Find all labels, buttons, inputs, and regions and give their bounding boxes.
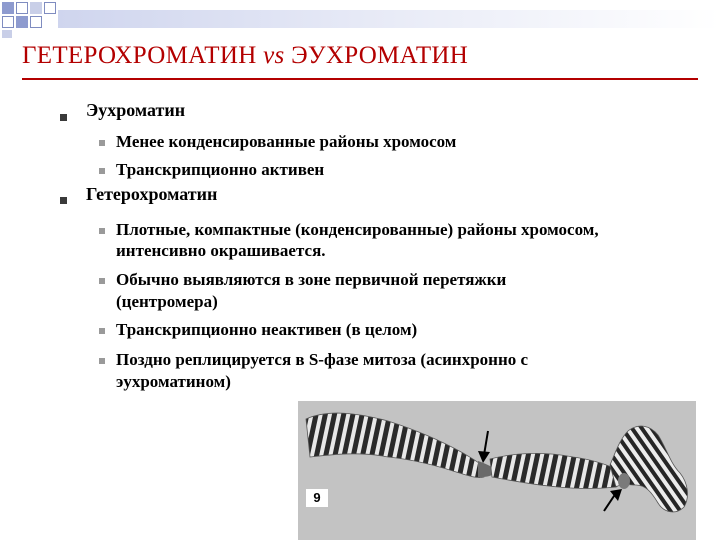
bullet-square-icon <box>99 168 105 174</box>
section-heading-euchromatin: Эухроматин <box>86 100 186 120</box>
section-heading-heterochromatin: Гетерохроматин <box>86 184 218 204</box>
bullet-square-icon <box>60 197 67 204</box>
deco-square <box>44 2 56 14</box>
chromosome-micrograph <box>298 401 696 540</box>
deco-square <box>16 2 28 14</box>
list-item: Менее конденсированные районы хромосом <box>116 132 457 151</box>
bullet-square-icon <box>99 328 105 334</box>
deco-square <box>2 16 14 28</box>
deco-square <box>2 2 14 14</box>
centromere <box>618 473 630 489</box>
slide-title <box>22 42 468 70</box>
bullet-square-icon <box>99 140 105 146</box>
bullet-square-icon <box>60 114 67 121</box>
header-band <box>58 10 720 28</box>
chromosome-segment-middle <box>490 453 616 488</box>
deco-square <box>30 16 42 28</box>
bullet-square-icon <box>99 278 105 284</box>
bullet-square-icon <box>99 358 105 364</box>
decorative-squares <box>0 0 60 40</box>
deco-square <box>2 30 12 38</box>
bullet-square-icon <box>99 228 105 234</box>
list-item-continuation: интенсивно окрашивается. <box>116 241 326 260</box>
chromosome-drawing <box>298 401 696 540</box>
title-heterochromatin: ГЕТЕРОХРОМАТИН <box>22 42 257 69</box>
title-underline <box>22 78 698 80</box>
list-item: Транскрипционно активен <box>116 160 325 179</box>
arrow-icon <box>604 489 622 511</box>
chromosome-arm-left <box>306 413 484 477</box>
centromere <box>478 461 492 477</box>
list-item: Обычно выявляются в зоне первичной перетяжки <box>116 270 507 289</box>
list-item: Поздно реплицируется в S-фазе митоза (асинхронно с <box>116 350 529 369</box>
deco-square <box>16 16 28 28</box>
title-vs: vs <box>263 42 285 69</box>
list-item-continuation: (центромера) <box>116 292 218 311</box>
chromosome-arm-right <box>610 426 687 512</box>
list-item: Транскрипционно неактивен (в целом) <box>116 320 418 339</box>
list-item: Плотные, компактные (конденсированные) районы хромосом, <box>116 220 599 239</box>
deco-square <box>30 2 42 14</box>
figure-label: 9 <box>306 489 328 507</box>
arrow-icon <box>478 431 490 463</box>
list-item-continuation: эухроматином) <box>116 372 231 391</box>
title-euchromatin: ЭУХРОМАТИН <box>291 42 469 69</box>
